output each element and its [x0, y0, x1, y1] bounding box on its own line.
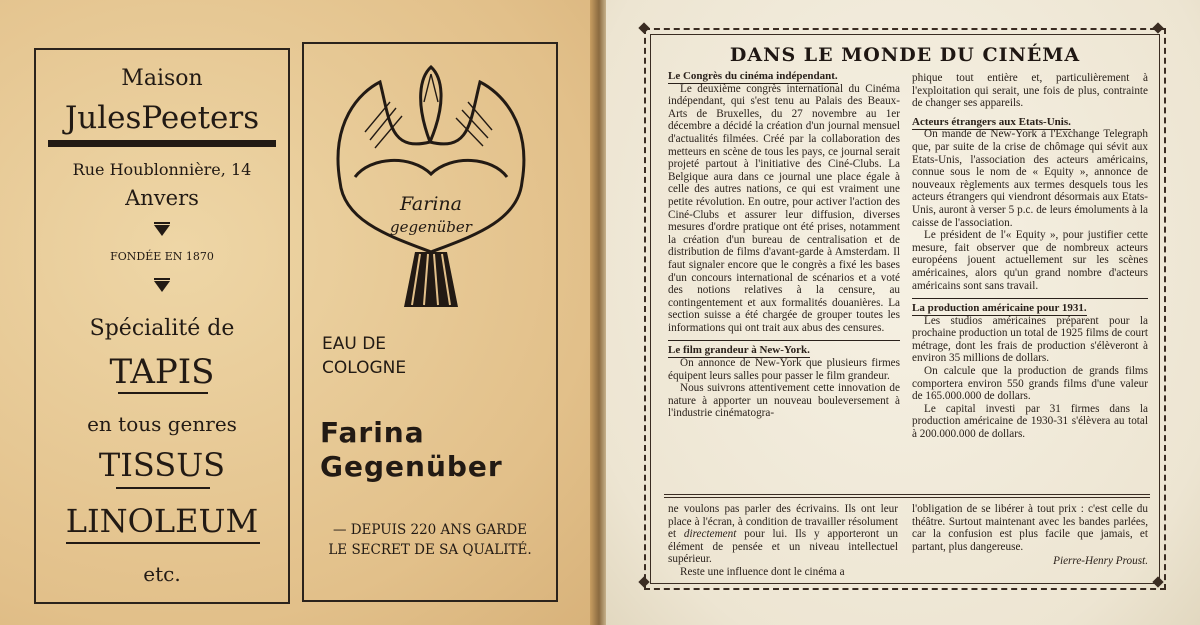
article-column-1: [668, 70, 900, 420]
ad-underline: [66, 542, 260, 544]
ad-etc: etc.: [143, 562, 181, 586]
ad-street: Rue Houblonnière, 14: [72, 160, 252, 179]
ad-maison: Maison: [121, 66, 203, 91]
section-heading: Acteurs étrangers aux Etats-Unis.: [912, 115, 1071, 128]
ad-brand-gegenuber: Gegenüber: [320, 450, 503, 483]
ad-tagline-1: — DEPUIS 220 ANS GARDE: [332, 522, 528, 538]
ad-ornament-triangle: [154, 225, 170, 236]
ad-company-name: JulesPeeters: [64, 100, 260, 136]
article-headline: DANS LE MONDE DU CINÉMA: [729, 44, 1081, 66]
paragraph: Le président de l'« Equity », pour justifier cette mesure, fait observer que de nombreux acteurs européens jouent actuellement sur les scènes américaines, alors qu'un grand nombre d'acteurs américains sont sans travail.: [912, 229, 1148, 292]
ad-underline: [118, 392, 208, 394]
paragraph: Le capital investi par 31 firmes dans la production américaine de 1930-31 s'élèvera au total à 200.000.000 de dollars.: [912, 402, 1148, 441]
ad-city: Anvers: [125, 186, 199, 210]
paragraph: Reste une influence dont le cinéma a: [680, 565, 845, 578]
farina-advertisement: [302, 42, 558, 602]
ad-underline: [116, 487, 210, 489]
ad-specialite: Spécialité de: [89, 316, 235, 341]
ad-ornament: [154, 222, 170, 224]
farina-logo-line2: gegenüber: [390, 218, 472, 236]
farina-logo-line1: Farina: [400, 193, 462, 215]
paragraph: Nous suivrons attentivement cette innovation de nature à apporter un nouveau bouleversement à l'industrie cinématogra-: [668, 382, 900, 420]
paragraph: On mande de New-York à l'Exchange Telegraph que, par suite de la crise de chômage qui sévit aux Etats-Unis, l'association des acteurs américains, connue sous le nom de « Equity », annonce de nouveaux règlements aux termes desquels tous les acteurs étrangers qui viendront désormais aux Etats-Unis, auront à verser 5 p.c. de leurs émoluments à la caisse de l'association.: [912, 128, 1148, 229]
paragraph: ne voulons pas parler des écrivains. Ils ont leur place à l'écran, à condition de travailler résolument et directement pour lui. Ils y apporteront un élément de pensée et un niveau intellectuel supérieur.: [668, 503, 899, 566]
section-heading: La production américaine pour 1931.: [912, 298, 1148, 315]
section-heading: Le film grandeur à New-York.: [668, 340, 900, 357]
section-divider: [664, 494, 1150, 495]
paragraph: Les studios américaines préparent pour la prochaine production un total de 1925 films de court métrage, dont les frais de production s'élèveront à environ 35 millions de dollars.: [912, 314, 1148, 365]
ad-founded: FONDÉE EN 1870: [110, 250, 214, 263]
article-bottom-column-2: [912, 503, 1148, 568]
ad-eau-de: EAU DE: [322, 334, 387, 354]
ad-genres: en tous genres: [87, 412, 237, 436]
ad-cologne: COLOGNE: [322, 358, 407, 378]
ad-tissus: TISSUS: [98, 446, 226, 484]
peeters-advertisement: [34, 48, 290, 604]
farina-logo: [320, 62, 542, 312]
signature: Pierre-Henry Proust.: [1053, 555, 1148, 568]
ad-brand-farina: Farina: [320, 416, 425, 449]
article-column-2: [912, 72, 1148, 441]
ad-linoleum: LINOLEUM: [65, 502, 259, 540]
ad-tapis: TAPIS: [109, 352, 215, 392]
ad-rule: [48, 140, 276, 147]
paragraph: l'obligation de se libérer à tout prix : c'est celle du théâtre. Surtout maintenant avec les bandes parlées, car la confusion est plus facile que jamais, et partant, plus dangereuse.: [912, 503, 1148, 553]
section-heading: Le Congrès du cinéma indépendant.: [668, 70, 838, 82]
article-bottom-column-1: [668, 503, 898, 579]
section-divider: [664, 497, 1150, 498]
paragraph: On annonce de New-York que plusieurs firmes équipent leurs salles pour passer le film grandeur.: [668, 357, 900, 382]
paragraph: phique tout entière et, particulièrement à l'exploitation qui serait, une fois de plus, contrainte de changer ses appareils.: [912, 72, 1148, 110]
ad-ornament: [154, 278, 170, 280]
ad-ornament-triangle: [154, 281, 170, 292]
ad-tagline-2: LE SECRET DE SA QUALITÉ.: [328, 542, 532, 558]
paragraph: On calcule que la production de grands films comportera environ 550 grands films d'une valeur de 165.000.000 de dollars.: [912, 365, 1148, 403]
paragraph: Le deuxième congrès international du Cinéma indépendant, qui s'est tenu au Palais des Beaux-Arts de Bruxelles, du 27 novembre au 1er décembre a décidé la création d'un journal mensuel d'actualités filmées. Créé par la collaboration des metteurs en scène de tous les pays, ce journal serait projeté partout à l'initiative des Ciné-Clubs. La Belgique aura dans ce journal une place égale à celle des autres nations, ce qui est vraiment une petite révolution. En outre, pour activer l'action des Ciné-Clubs et assurer leur diffusion, diverses mesures d'ordre pratique ont été prises, notamment la création d'un bureau de centralisation et de distribution de films d'avant-garde à Amsterdam. Il faut signaler encore que le congrès a fixé les bases d'un concours international de scénarios et a voté des notions relatives à la censure, au contingentement et aux formalités douanières. La section suisse a été chargée de grouper toutes les informations qui ont trait aux abus des censures.: [668, 82, 900, 334]
